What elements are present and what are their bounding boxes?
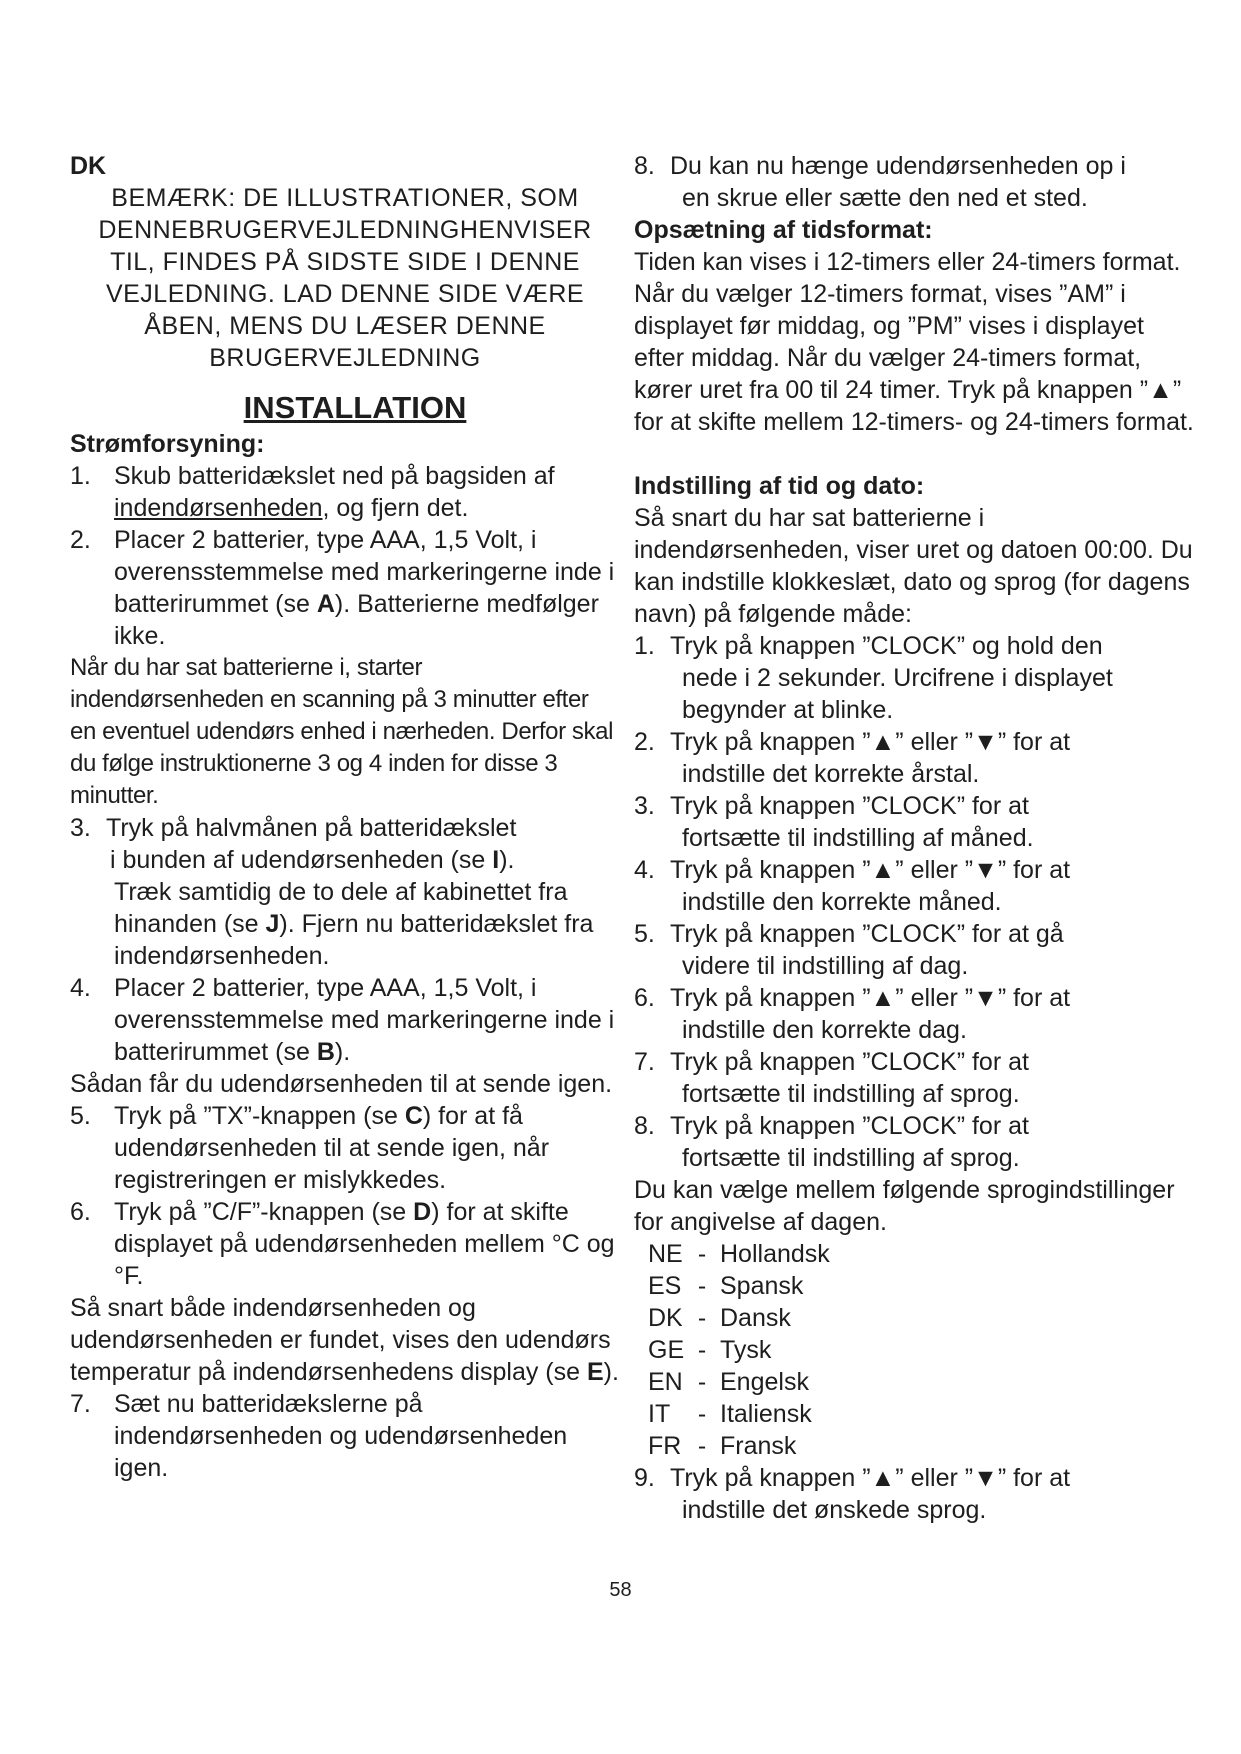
language-name: Engelsk [720, 1368, 809, 1396]
notice-line: VEJLEDNING. LAD DENNE SIDE VÆRE [105, 280, 585, 308]
list-item: 3. Tryk på knappen ”CLOCK” for at fortsætte til indstilling af måned. [634, 792, 1034, 852]
list-item: 1. Skub batteridækslet ned på bagsiden af indendørsenheden, og fjern det. [70, 462, 555, 522]
paragraph: Tiden kan vises i 12-timers eller 24-timers format. Når du vælger 12-timers format, vises ”AM” i displayet før middag, og ”PM” vises i displayet efter middag. Når du vælger 24-timers format, kører uret fra 00 til 24 timer. Tryk på knappen ”▲” for at skifte mellem 12-timers- og 24-timers format. [634, 248, 1194, 436]
language-list [634, 1238, 1194, 1462]
list-item: 6. Tryk på ”C/F”-knappen (se D) for at skifte displayet på udendørsenheden mellem °C og °F. [70, 1198, 615, 1290]
item-number: 2. [634, 728, 655, 756]
notice-line: DENNEBRUGERVEJLEDNINGHENVISER [98, 216, 592, 244]
section-title: INSTALLATION [243, 390, 467, 425]
illustration-notice [70, 182, 620, 374]
list-item: 5. Tryk på ”TX”-knappen (se C) for at få udendørsenheden til at sende igen, når registreringen er mislykkedes. [70, 1102, 550, 1194]
item-number: 7. [634, 1048, 655, 1076]
language-name: Tysk [720, 1336, 772, 1364]
item-number: 3. [70, 814, 91, 842]
language-item: NE - Hollandsk [648, 1240, 830, 1268]
item-number: 6. [70, 1198, 91, 1226]
power-heading: Strømforsyning: [70, 430, 265, 458]
list-item: 9. Tryk på knappen ”▲” eller ”▼” for at indstille det ønskede sprog. [634, 1464, 1071, 1524]
time-format-heading: Opsætning af tidsformat: [634, 216, 933, 244]
paragraph: Du kan vælge mellem følgende sprogindstillinger for angivelse af dagen. [634, 1176, 1175, 1236]
item-number: 8. [634, 152, 655, 180]
list-item: 3. Tryk på halvmånen på batteridækslet i bunden af udendørsenheden (se I). [70, 814, 517, 874]
language-item: DK - Dansk [648, 1304, 791, 1332]
language-code: ES [648, 1272, 682, 1300]
language-label: DK [70, 152, 107, 180]
list-item: 1. Tryk på knappen ”CLOCK” og hold den nede i 2 sekunder. Urcifrene i displayet begynder at blinke. [634, 632, 1113, 724]
item-number: 3. [634, 792, 655, 820]
page-number: 58 [609, 1579, 632, 1601]
list-item: 7. Tryk på knappen ”CLOCK” for at fortsætte til indstilling af sprog. [634, 1048, 1029, 1108]
language-name: Dansk [720, 1304, 791, 1332]
item-number: 7. [70, 1390, 91, 1418]
language-name: Hollandsk [720, 1240, 830, 1268]
item-number: 4. [70, 974, 91, 1002]
paragraph: Sådan får du udendørsenheden til at sende igen. [70, 1070, 613, 1098]
notice-line: BRUGERVEJLEDNING [209, 344, 481, 372]
item-number: 2. [70, 526, 91, 554]
paragraph: Så snart du har sat batterierne i indendørsenheden, viser uret og datoen 00:00. Du kan indstille klokkeslæt, dato og sprog (for dagens navn) på følgende måde: [634, 504, 1193, 628]
list-item: 5. Tryk på knappen ”CLOCK” for at gå videre til indstilling af dag. [634, 920, 1064, 980]
list-item-continuation: Træk samtidig de to dele af kabinettet fra hinanden (se J). Fjern nu batteridækslet fra indendørsenheden. [114, 878, 594, 970]
notice-line: BEMÆRK: DE ILLUSTRATIONER, SOM [111, 184, 579, 212]
list-item: 6. Tryk på knappen ”▲” eller ”▼” for at indstille den korrekte dag. [634, 984, 1071, 1044]
list-item: 7. Sæt nu batteridækslerne på indendørsenheden og udendørsenheden igen. [70, 1390, 568, 1482]
language-item: ES - Spansk [648, 1272, 804, 1300]
item-number: 5. [70, 1102, 91, 1130]
language-item: EN - Engelsk [648, 1368, 809, 1396]
list-item: 4. Tryk på knappen ”▲” eller ”▼” for at indstille den korrekte måned. [634, 856, 1071, 916]
item-number: 9. [634, 1464, 655, 1492]
list-item: 2. Placer 2 batterier, type AAA, 1,5 Volt, i overensstemmelse med markeringerne inde i batterirummet (se A). Batterierne medfølger ikke. [70, 526, 615, 650]
language-code: FR [648, 1432, 682, 1460]
list-item: 8. Tryk på knappen ”CLOCK” for at fortsætte til indstilling af sprog. [634, 1112, 1029, 1172]
item-number: 5. [634, 920, 655, 948]
item-number: 1. [70, 462, 91, 490]
item-number: 1. [634, 632, 655, 660]
paragraph: Så snart både indendørsenheden og udendørsenheden er fundet, vises den udendørs temperatur på indendørsenhedens display (se E). [70, 1294, 619, 1386]
notice-line: TIL, FINDES PÅ SIDSTE SIDE I DENNE [110, 248, 580, 276]
language-item: GE - Tysk [648, 1336, 772, 1364]
language-code: GE [648, 1336, 685, 1364]
language-code: IT [648, 1400, 671, 1428]
list-item: 8. Du kan nu hænge udendørsenheden op i en skrue eller sætte den ned et sted. [634, 152, 1126, 212]
language-code: NE [648, 1240, 683, 1268]
left-column [70, 150, 620, 1484]
item-number: 6. [634, 984, 655, 1012]
paragraph: Når du har sat batterierne i, starter indendørsenheden en scanning på 3 minutter efter en eventuel udendørs enhed i nærheden. Derfor skal du følge instruktionerne 3 og 4 inden for disse 3 minutter. [70, 654, 614, 809]
language-item: IT - Italiensk [648, 1400, 812, 1428]
language-code: DK [648, 1304, 683, 1332]
language-name: Fransk [720, 1432, 797, 1460]
language-code: EN [648, 1368, 683, 1396]
date-heading: Indstilling af tid og dato: [634, 472, 925, 500]
list-item: 4. Placer 2 batterier, type AAA, 1,5 Volt, i overensstemmelse med markeringerne inde i batterirummet (se B). [70, 974, 615, 1066]
language-name: Italiensk [720, 1400, 812, 1428]
item-number: 8. [634, 1112, 655, 1140]
right-column [634, 150, 1194, 1526]
notice-line: ÅBEN, MENS DU LÆSER DENNE [144, 312, 546, 340]
list-item: 2. Tryk på knappen ”▲” eller ”▼” for at indstille det korrekte årstal. [634, 728, 1071, 788]
item-number: 4. [634, 856, 655, 884]
language-item: FR - Fransk [648, 1432, 797, 1460]
language-name: Spansk [720, 1272, 804, 1300]
date-steps-list [634, 630, 1194, 1174]
